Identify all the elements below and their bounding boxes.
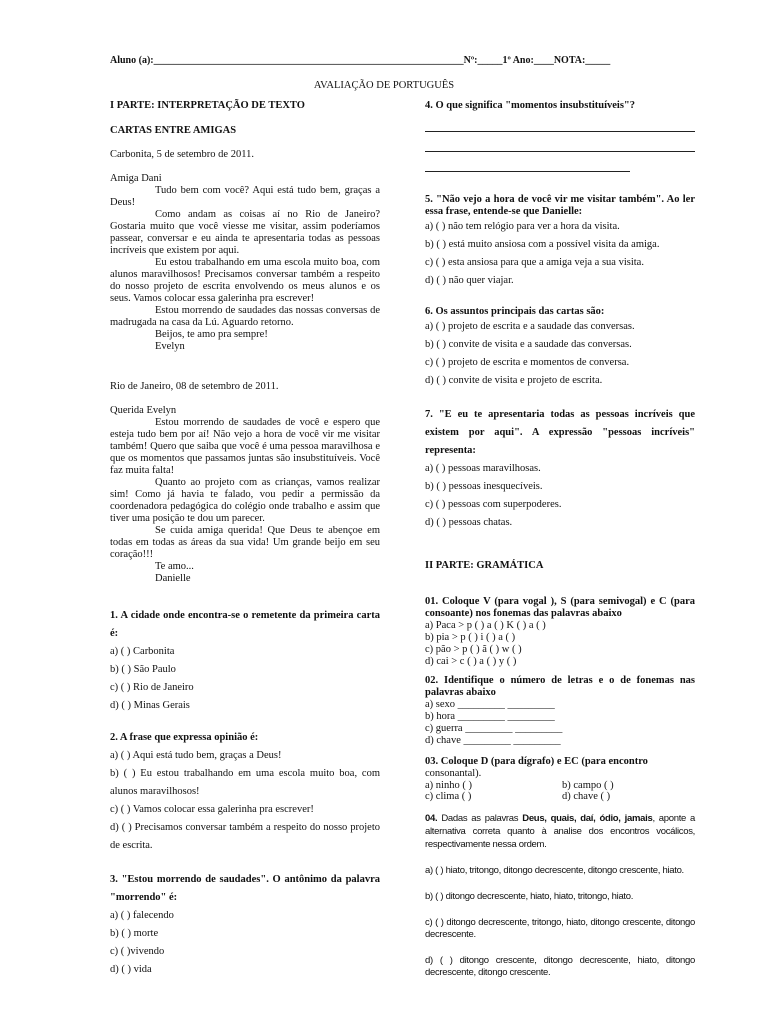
right-column <box>425 100 695 979</box>
left-column <box>110 100 380 979</box>
question-5: 5. "Não vejo a hora de você vir me visitar também". Ao ler essa frase, entende-se que Danielle: <box>425 194 695 217</box>
g3-row <box>425 791 695 802</box>
answer-line[interactable] <box>425 158 630 172</box>
letter2-paragraph: Se cuida amiga querida! Que Deus te abençoe em todas em todas as áreas da sua vida! Um grande beijo em seu coração!!! <box>110 525 380 560</box>
answer-line[interactable] <box>425 138 695 152</box>
g3-item-c[interactable]: c) clima ( ) <box>425 791 472 802</box>
q2-option-c[interactable]: c) ( ) Vamos colocar essa galerinha pra escrever! <box>110 804 314 815</box>
g2-item-b[interactable]: b) hora _________ _________ <box>425 711 555 722</box>
q7-option-a[interactable]: a) ( ) pessoas maravilhosas. <box>425 463 541 474</box>
g3-row <box>425 780 695 791</box>
letter2-signature: Danielle <box>155 573 191 584</box>
q3-option-b[interactable]: b) ( ) morte <box>110 928 159 939</box>
q3-option-a[interactable]: a) ( ) falecendo <box>110 910 174 921</box>
q7-option-b[interactable]: b) ( ) pessoas inesquecíveis. <box>425 481 543 492</box>
g1-item-a[interactable]: a) Paca > p ( ) a ( ) K ( ) a ( ) <box>425 620 546 631</box>
letter2-paragraph: Quanto ao projeto com as crianças, vamos realizar sim! Como já havia te falado, vou pedir a permissão da coordenadora pedagógica do colégio onde trabalho e assim que tiver uma posição te dou um parecer. <box>110 477 380 524</box>
letter2-date: Rio de Janeiro, 08 de setembro de 2011. <box>110 381 279 392</box>
q5-option-a[interactable]: a) ( ) não tem relógio para ver a hora da visita. <box>425 221 620 232</box>
q6-option-d[interactable]: d) ( ) convite de visita e projeto de escrita. <box>425 375 603 386</box>
q5-option-c[interactable]: c) ( ) esta ansiosa para que a amiga veja a sua visita. <box>425 257 644 268</box>
g4-option-c[interactable]: c) ( ) ditongo decrescente, tritongo, hiato, ditongo crescente, ditongo decrescente. <box>425 917 695 940</box>
grammar-question-3-cont: consonantal). <box>425 768 482 779</box>
answer-line[interactable] <box>425 118 695 132</box>
q5-option-d[interactable]: d) ( ) não quer viajar. <box>425 275 514 286</box>
g2-item-d[interactable]: d) chave _________ _________ <box>425 735 561 746</box>
q1-option-d[interactable]: d) ( ) Minas Gerais <box>110 700 190 711</box>
g4-option-a[interactable]: a) ( ) hiato, tritongo, ditongo decrescente, ditongo crescente, hiato. <box>425 865 684 876</box>
q6-option-a[interactable]: a) ( ) projeto de escrita e a saudade das conversas. <box>425 321 635 332</box>
letter1-greeting: Amiga Dani <box>110 173 162 184</box>
letter2-paragraph: Estou morrendo de saudades de você e espero que esteja tudo bem por aí! Não vejo a hora de você vir me visitar também! Quero que saiba que você é uma pessoa maravilhosa e que os momentos que passamos juntas são insubstituíveis. Você faz muita falta! <box>110 417 380 476</box>
g4-option-b[interactable]: b) ( ) ditongo decrescente, hiato, hiato, tritongo, hiato. <box>425 891 634 902</box>
question-1: 1. A cidade onde encontra-se o remetente da primeira carta é: <box>110 610 380 639</box>
q3-option-d[interactable]: d) ( ) vida <box>110 964 152 975</box>
letter2-greeting: Querida Evelyn <box>110 405 177 416</box>
letter1-paragraph: Tudo bem com você? Aqui está tudo bem, graças a Deus! <box>110 185 380 208</box>
q2-option-a[interactable]: a) ( ) Aqui está tudo bem, graças a Deus! <box>110 750 282 761</box>
letter1-date: Carbonita, 5 de setembro de 2011. <box>110 149 254 160</box>
part-one-heading: I PARTE: INTERPRETAÇÃO DE TEXTO <box>110 100 305 111</box>
section-title: CARTAS ENTRE AMIGAS <box>110 125 237 136</box>
q2-option-b[interactable]: b) ( ) Eu estou trabalhando em uma escola muito boa, com alunos maravilhosos! <box>110 768 380 797</box>
g2-item-c[interactable]: c) guerra _________ _________ <box>425 723 563 734</box>
q6-option-b[interactable]: b) ( ) convite de visita e a saudade das conversas. <box>425 339 632 350</box>
grammar-question-3: 03. Coloque D (para dígrafo) e EC (para encontro <box>425 756 648 767</box>
question-6: 6. Os assuntos principais das cartas são: <box>425 306 605 317</box>
g1-item-d[interactable]: d) cai > c ( ) a ( ) y ( ) <box>425 656 517 667</box>
grammar-question-2: 02. Identifique o número de letras e o de fonemas nas palavras abaixo <box>425 675 695 698</box>
g4-post: , aponte a alternativa correta quanto à analise dos encontros vocálicos, respectivamente nessa ordem. <box>425 813 696 850</box>
part-two-heading: II PARTE: GRAMÁTICA <box>425 560 544 571</box>
letter2-closing: Te amo... <box>155 561 194 572</box>
q3-option-c[interactable]: c) ( )vivendo <box>110 946 165 957</box>
student-info-line: Aluno (a):______________________________________________________________Nº:_____1º Ano:____NOTA:_____ <box>110 55 611 66</box>
g4-number: 04. <box>425 813 438 824</box>
letter1-paragraph: Eu estou trabalhando em uma escola muito boa, com alunos maravilhosos! Precisamos conversar também a respeito do nosso projeto de escrita envolvendo os meus alunos e os seus. Vamos colocar essa galerinha pra escrever! <box>110 257 380 304</box>
question-2: 2. A frase que expressa opinião é: <box>110 732 259 743</box>
g3-item-d[interactable]: d) chave ( ) <box>562 791 611 802</box>
g4-pre: Dadas as palavras <box>441 813 519 824</box>
q7-option-c[interactable]: c) ( ) pessoas com superpoderes. <box>425 499 562 510</box>
g4-words: Deus, quais, daí, ódio, jamais <box>522 813 653 824</box>
letter1-paragraph: Estou morrendo de saudades das nossas conversas de madrugada na casa da Lú. Aguardo retorno. <box>110 305 380 328</box>
q1-option-b[interactable]: b) ( ) São Paulo <box>110 664 176 675</box>
letter1-signature: Evelyn <box>155 341 185 352</box>
question-3: 3. "Estou morrendo de saudades". O antônimo da palavra "morrendo" é: <box>110 874 380 903</box>
g1-item-c[interactable]: c) pão > p ( ) ã ( ) w ( ) <box>425 644 522 655</box>
q1-option-c[interactable]: c) ( ) Rio de Janeiro <box>110 682 194 693</box>
q6-option-c[interactable]: c) ( ) projeto de escrita e momentos de conversa. <box>425 357 630 368</box>
q1-option-a[interactable]: a) ( ) Carbonita <box>110 646 175 657</box>
q7-option-d[interactable]: d) ( ) pessoas chatas. <box>425 517 513 528</box>
grammar-question-1: 01. Coloque V (para vogal ), S (para semivogal) e C (para consoante) nos fonemas das palavras abaixo <box>425 596 695 619</box>
q2-option-d[interactable]: d) ( ) Precisamos conversar também a respeito do nosso projeto de escrita. <box>110 822 380 851</box>
q5-option-b[interactable]: b) ( ) está muito ansiosa com a possível visita da amiga. <box>425 239 660 250</box>
question-4: 4. O que significa "momentos insubstituíveis"? <box>425 100 636 111</box>
g2-item-a[interactable]: a) sexo _________ _________ <box>425 699 555 710</box>
exam-title: AVALIAÇÃO DE PORTUGUÊS <box>313 80 455 91</box>
letter1-paragraph: Como andam as coisas aí no Rio de Janeiro? Gostaria muito que você viesse me visitar, assim poderíamos passear, conversar e eu ainda te apresentaria todas as pessoas incríveis que existem por aqui. <box>110 209 380 256</box>
g3-item-b[interactable]: b) campo ( ) <box>562 780 614 791</box>
grammar-question-4 <box>425 812 695 851</box>
g4-option-d[interactable]: d) ( ) ditongo crescente, ditongo decrescente, hiato, ditongo decrescente, ditongo crescente. <box>425 955 695 978</box>
g3-item-a[interactable]: a) ninho ( ) <box>425 780 472 791</box>
g1-item-b[interactable]: b) pia > p ( ) i ( ) a ( ) <box>425 632 516 643</box>
letter1-closing: Beijos, te amo pra sempre! <box>155 329 268 340</box>
question-7: 7. "E eu te apresentaria todas as pessoas incríveis que existem por aqui". A expressão "pessoas incríveis" representa: <box>425 409 695 456</box>
